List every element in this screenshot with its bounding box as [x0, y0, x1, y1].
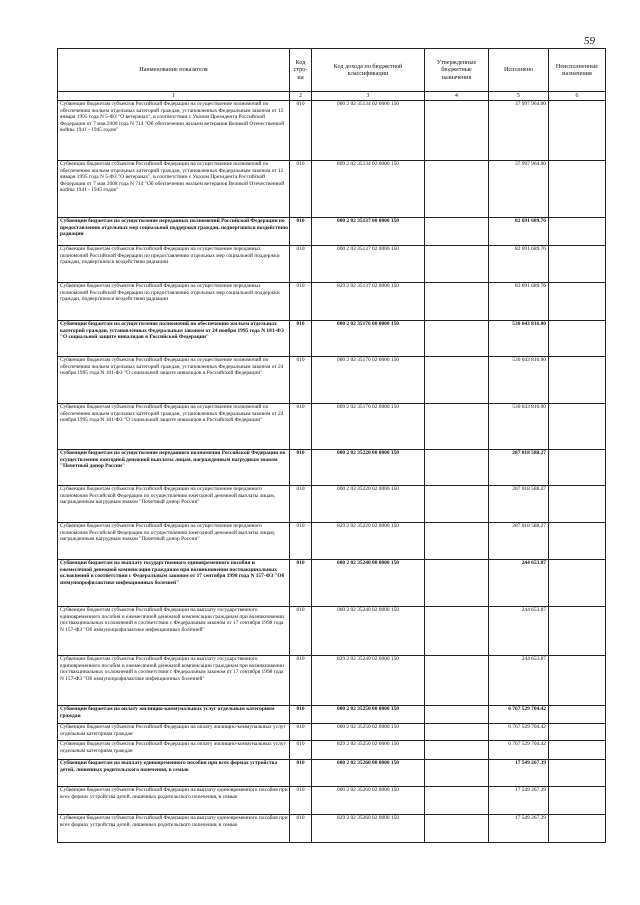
row-unexecuted-cell — [549, 246, 606, 283]
row-name-cell: Субвенции бюджетам субъектов Российской Федерации на осуществление переданных полномочий Российской Федерации по предоставлению отдельных мер социальной поддержки граждан, подвергшихся воздействию радиации — [58, 283, 290, 321]
row-code-cell: 010 — [290, 787, 312, 815]
header-executed: Исполнено — [489, 49, 549, 92]
row-name-cell: Субвенции бюджетам субъектов Российской Федерации на осуществление переданного полномочия Российской Федерации по осуществлению ежегодной денежной выплаты лицам, награжденным нагрудным знаком "Почетный донор России" — [58, 523, 290, 560]
row-income-code-cell: 000 2 02 35137 02 0000 150 — [312, 246, 425, 283]
header-approved: Утвержденные бюджетные назначения — [425, 49, 489, 92]
row-unexecuted-cell — [549, 741, 606, 760]
row-executed-cell: 287 018 588.27 — [489, 523, 549, 560]
row-income-code-cell: 000 2 02 35260 02 0000 150 — [312, 787, 425, 815]
row-code-cell: 010 — [290, 486, 312, 523]
row-name-cell: Субвенции бюджетам на оплату жилищно-коммунальных услуг отдельным категориям граждан — [58, 706, 290, 724]
row-income-code-cell: 829 2 02 35250 02 0000 150 — [312, 741, 425, 760]
row-name-cell: Субвенции бюджетам на осуществление полномочий по обеспечению жильем отдельных категорий граждан, установленных Федеральным законом от 24 ноября 1995 года N 181-ФЗ "О социальной защите инвалидов в Российской Федерации" — [58, 321, 290, 357]
table-row — [58, 607, 606, 656]
row-code-cell: 010 — [290, 706, 312, 724]
row-code-cell: 010 — [290, 656, 312, 706]
row-name-cell: Субвенции бюджетам субъектов Российской Федерации на выплату единовременного пособия при всех формах устройства детей, лишенных родительского попечения, в семью — [58, 815, 290, 843]
row-executed-cell: 17 549 267.39 — [489, 760, 549, 787]
row-name-cell: Субвенции бюджетам субъектов Российской Федерации на оплату жилищно-коммунальных услуг отдельным категориям граждан — [58, 741, 290, 760]
row-unexecuted-cell — [549, 815, 606, 843]
row-approved-cell — [425, 607, 489, 656]
row-name-cell: Субвенции бюджетам субъектов Российской Федерации на осуществление переданного полномочия Российской Федерации по осуществлению ежегодной денежной выплаты лицам, награжденным нагрудным знаком "Почетный донор России" — [58, 486, 290, 523]
row-name-cell: Субвенции бюджетам субъектов Российской Федерации на выплату единовременного пособия при всех формах устройства детей, лишенных родительского попечения, в семью — [58, 787, 290, 815]
row-executed-cell: 530 643 816.00 — [489, 321, 549, 357]
row-code-cell: 010 — [290, 357, 312, 404]
row-code-cell: 010 — [290, 560, 312, 607]
row-unexecuted-cell — [549, 101, 606, 161]
row-approved-cell — [425, 523, 489, 560]
header-income-code: Код дохода по бюджетной классификации — [312, 49, 425, 92]
table-row — [58, 101, 606, 161]
row-executed-cell: 82 691 689.76 — [489, 246, 549, 283]
row-code-cell: 010 — [290, 607, 312, 656]
row-income-code-cell: 829 2 02 35137 02 0000 150 — [312, 283, 425, 321]
row-approved-cell — [425, 161, 489, 218]
row-executed-cell: 287 018 588.27 — [489, 486, 549, 523]
row-unexecuted-cell — [549, 706, 606, 724]
column-number: 1 — [58, 92, 290, 101]
row-name-cell: Субвенции бюджетам субъектов Российской Федерации на выплату государственного единовременного пособия и ежемесячной денежной компенсации гражданам при возникновении поствакцинальных осложнений в соответствии с Федеральным законом от 17 сентября 1998 года N 157-ФЗ "Об иммунопрофилактике инфекционных болезней" — [58, 607, 290, 656]
table-row — [58, 560, 606, 607]
row-name-cell: Субвенции бюджетам на выплату единовременного пособия при всех формах устройства детей, лишенных родительского попечения, в семью — [58, 760, 290, 787]
row-income-code-cell: 829 2 02 35220 02 0000 150 — [312, 523, 425, 560]
row-name-cell: Субвенции бюджетам на осуществление переданного полномочия Российской Федерации по осуществлению ежегодной денежной выплаты лицам, награжденным нагрудным знаком "Почетный донор России" — [58, 450, 290, 486]
row-name-cell: Субвенции бюджетам на осуществление переданных полномочий Российской Федерации по предоставлению отдельных мер социальной поддержки граждан, подвергшихся воздействию радиации — [58, 218, 290, 246]
row-approved-cell — [425, 450, 489, 486]
row-approved-cell — [425, 741, 489, 760]
row-income-code-cell: 809 2 02 35134 02 0000 150 — [312, 161, 425, 218]
row-executed-cell: 37 997 964.00 — [489, 161, 549, 218]
column-number: 6 — [549, 92, 606, 101]
row-code-cell: 010 — [290, 321, 312, 357]
row-unexecuted-cell — [549, 656, 606, 706]
table-row — [58, 787, 606, 815]
row-approved-cell — [425, 760, 489, 787]
row-code-cell: 010 — [290, 523, 312, 560]
budget-execution-table — [57, 48, 606, 843]
row-unexecuted-cell — [549, 523, 606, 560]
row-unexecuted-cell — [549, 560, 606, 607]
row-name-cell: Субвенции бюджетам субъектов Российской Федерации на оплату жилищно-коммунальных услуг отдельным категориям граждан — [58, 724, 290, 741]
row-code-cell: 010 — [290, 404, 312, 450]
row-income-code-cell: 829 2 02 35240 02 0000 150 — [312, 656, 425, 706]
table-row — [58, 218, 606, 246]
row-name-cell: Субвенции бюджетам субъектов Российской Федерации на осуществление полномочий по обеспечению жильем отдельных категорий граждан, установленных Федеральным законом от 24 ноября 1995 года N 181-ФЗ "О социальной защите инвалидов в Российской Федерации" — [58, 357, 290, 404]
table-row — [58, 404, 606, 450]
table-row — [58, 815, 606, 843]
row-approved-cell — [425, 404, 489, 450]
row-name-cell: Субвенции бюджетам на выплату государственного единовременного пособия и ежемесячной денежной компенсации гражданам при возникновении поствакцинальных осложнений в соответствии с Федеральным законом от 17 сентября 1998 года N 157-ФЗ "Об иммунопрофилактике инфекционных болезней" — [58, 560, 290, 607]
row-name-cell: Субвенции бюджетам субъектов Российской Федерации на осуществление полномочий по обеспечению жильем отдельных категорий граждан, установленных Федеральным законом от 12 января 1995 года N 5-ФЗ "О ветеранах", в соответствии с Указом Президента Российской Федерации от 7 мая 2008 года N 714 "Об обеспечении жильем ветеранов Великой Отечественной войны 1941 - 1945 годов" — [58, 101, 290, 161]
table-row — [58, 656, 606, 706]
table-row — [58, 357, 606, 404]
row-income-code-cell: 000 2 02 35250 00 0000 150 — [312, 706, 425, 724]
row-approved-cell — [425, 283, 489, 321]
row-income-code-cell: 000 2 02 35176 02 0000 150 — [312, 357, 425, 404]
row-approved-cell — [425, 486, 489, 523]
row-unexecuted-cell — [549, 486, 606, 523]
row-executed-cell: 244 653.87 — [489, 656, 549, 706]
row-executed-cell: 530 643 816.00 — [489, 357, 549, 404]
row-unexecuted-cell — [549, 760, 606, 787]
row-income-code-cell: 000 2 02 35176 00 0000 150 — [312, 321, 425, 357]
column-number: 2 — [290, 92, 312, 101]
row-income-code-cell: 000 2 02 35240 02 0000 150 — [312, 607, 425, 656]
table-row — [58, 706, 606, 724]
column-number: 5 — [489, 92, 549, 101]
row-unexecuted-cell — [549, 161, 606, 218]
row-income-code-cell: 000 2 02 35220 02 0000 150 — [312, 486, 425, 523]
row-code-cell: 010 — [290, 283, 312, 321]
row-executed-cell: 6 767 529 704.42 — [489, 724, 549, 741]
row-approved-cell — [425, 815, 489, 843]
table-row — [58, 760, 606, 787]
row-executed-cell: 17 549 267.39 — [489, 787, 549, 815]
column-number: 4 — [425, 92, 489, 101]
row-approved-cell — [425, 218, 489, 246]
table-row — [58, 523, 606, 560]
row-code-cell: 010 — [290, 815, 312, 843]
row-income-code-cell: 829 2 02 35260 02 0000 150 — [312, 815, 425, 843]
row-income-code-cell: 000 2 02 35250 02 0000 150 — [312, 724, 425, 741]
row-code-cell: 010 — [290, 218, 312, 246]
row-approved-cell — [425, 724, 489, 741]
row-executed-cell: 17 549 267.39 — [489, 815, 549, 843]
table-row — [58, 724, 606, 741]
row-name-cell: Субвенции бюджетам субъектов Российской Федерации на осуществление полномочий по обеспечению жильем отдельных категорий граждан, установленных Федеральным законом от 24 ноября 1995 года N 181-ФЗ "О социальной защите инвалидов в Российской Федерации" — [58, 404, 290, 450]
table-row — [58, 161, 606, 218]
row-approved-cell — [425, 656, 489, 706]
header-name: Наименование показателя — [58, 49, 290, 92]
row-income-code-cell: 000 2 02 35240 00 0000 150 — [312, 560, 425, 607]
row-approved-cell — [425, 706, 489, 724]
row-income-code-cell: 809 2 02 35176 02 0000 150 — [312, 404, 425, 450]
row-executed-cell: 6 767 529 704.42 — [489, 741, 549, 760]
row-approved-cell — [425, 321, 489, 357]
row-income-code-cell: 000 2 02 35220 00 0000 150 — [312, 450, 425, 486]
table-row — [58, 246, 606, 283]
row-unexecuted-cell — [549, 283, 606, 321]
row-executed-cell: 287 018 588.27 — [489, 450, 549, 486]
row-income-code-cell: 000 2 02 35134 02 0000 150 — [312, 101, 425, 161]
row-name-cell: Субвенции бюджетам субъектов Российской Федерации на выплату государственного единовременного пособия и ежемесячной денежной компенсации гражданам при возникновении поствакцинальных осложнений в соответствии с Федеральным законом от 17 сентября 1998 года N 157-ФЗ "Об иммунопрофилактике инфекционных болезней" — [58, 656, 290, 706]
row-code-cell: 010 — [290, 450, 312, 486]
row-unexecuted-cell — [549, 787, 606, 815]
row-executed-cell: 530 643 816.00 — [489, 404, 549, 450]
table-row — [58, 283, 606, 321]
row-unexecuted-cell — [549, 218, 606, 246]
row-executed-cell: 244 653.87 — [489, 607, 549, 656]
column-number-row — [58, 92, 606, 101]
row-code-cell: 010 — [290, 760, 312, 787]
table-row — [58, 321, 606, 357]
row-unexecuted-cell — [549, 450, 606, 486]
header-unexecuted: Неисполненные назначения — [549, 49, 606, 92]
row-executed-cell: 6 767 529 704.42 — [489, 706, 549, 724]
table-header-row — [58, 49, 606, 92]
table-row — [58, 450, 606, 486]
table-row — [58, 486, 606, 523]
row-code-cell: 010 — [290, 101, 312, 161]
page-number: 59 — [584, 35, 595, 47]
row-executed-cell: 37 997 964.00 — [489, 101, 549, 161]
row-code-cell: 010 — [290, 741, 312, 760]
row-approved-cell — [425, 787, 489, 815]
row-unexecuted-cell — [549, 404, 606, 450]
row-unexecuted-cell — [549, 357, 606, 404]
row-unexecuted-cell — [549, 321, 606, 357]
row-approved-cell — [425, 101, 489, 161]
row-code-cell: 010 — [290, 724, 312, 741]
row-approved-cell — [425, 560, 489, 607]
row-unexecuted-cell — [549, 724, 606, 741]
row-income-code-cell: 000 2 02 35260 00 0000 150 — [312, 760, 425, 787]
row-name-cell: Субвенции бюджетам субъектов Российской Федерации на осуществление полномочий по обеспечению жильем отдельных категорий граждан, установленных Федеральным законом от 12 января 1995 года N 5-ФЗ "О ветеранах", в соответствии с Указом Президента Российской Федерации от 7 мая 2008 года N 714 "Об обеспечении жильем ветеранов Великой Отечественной войны 1941 - 1945 годов" — [58, 161, 290, 218]
row-income-code-cell: 000 2 02 35137 00 0000 150 — [312, 218, 425, 246]
row-approved-cell — [425, 246, 489, 283]
row-code-cell: 010 — [290, 246, 312, 283]
column-number: 3 — [312, 92, 425, 101]
row-code-cell: 010 — [290, 161, 312, 218]
row-unexecuted-cell — [549, 607, 606, 656]
header-code-row: Код стро-ки — [290, 49, 312, 92]
row-approved-cell — [425, 357, 489, 404]
row-executed-cell: 82 691 689.76 — [489, 283, 549, 321]
table-row — [58, 741, 606, 760]
row-executed-cell: 244 653.87 — [489, 560, 549, 607]
row-name-cell: Субвенции бюджетам субъектов Российской Федерации на осуществление переданных полномочий Российской Федерации по предоставлению отдельных мер социальной поддержки граждан, подвергшихся воздействию радиации — [58, 246, 290, 283]
row-executed-cell: 82 691 689.76 — [489, 218, 549, 246]
